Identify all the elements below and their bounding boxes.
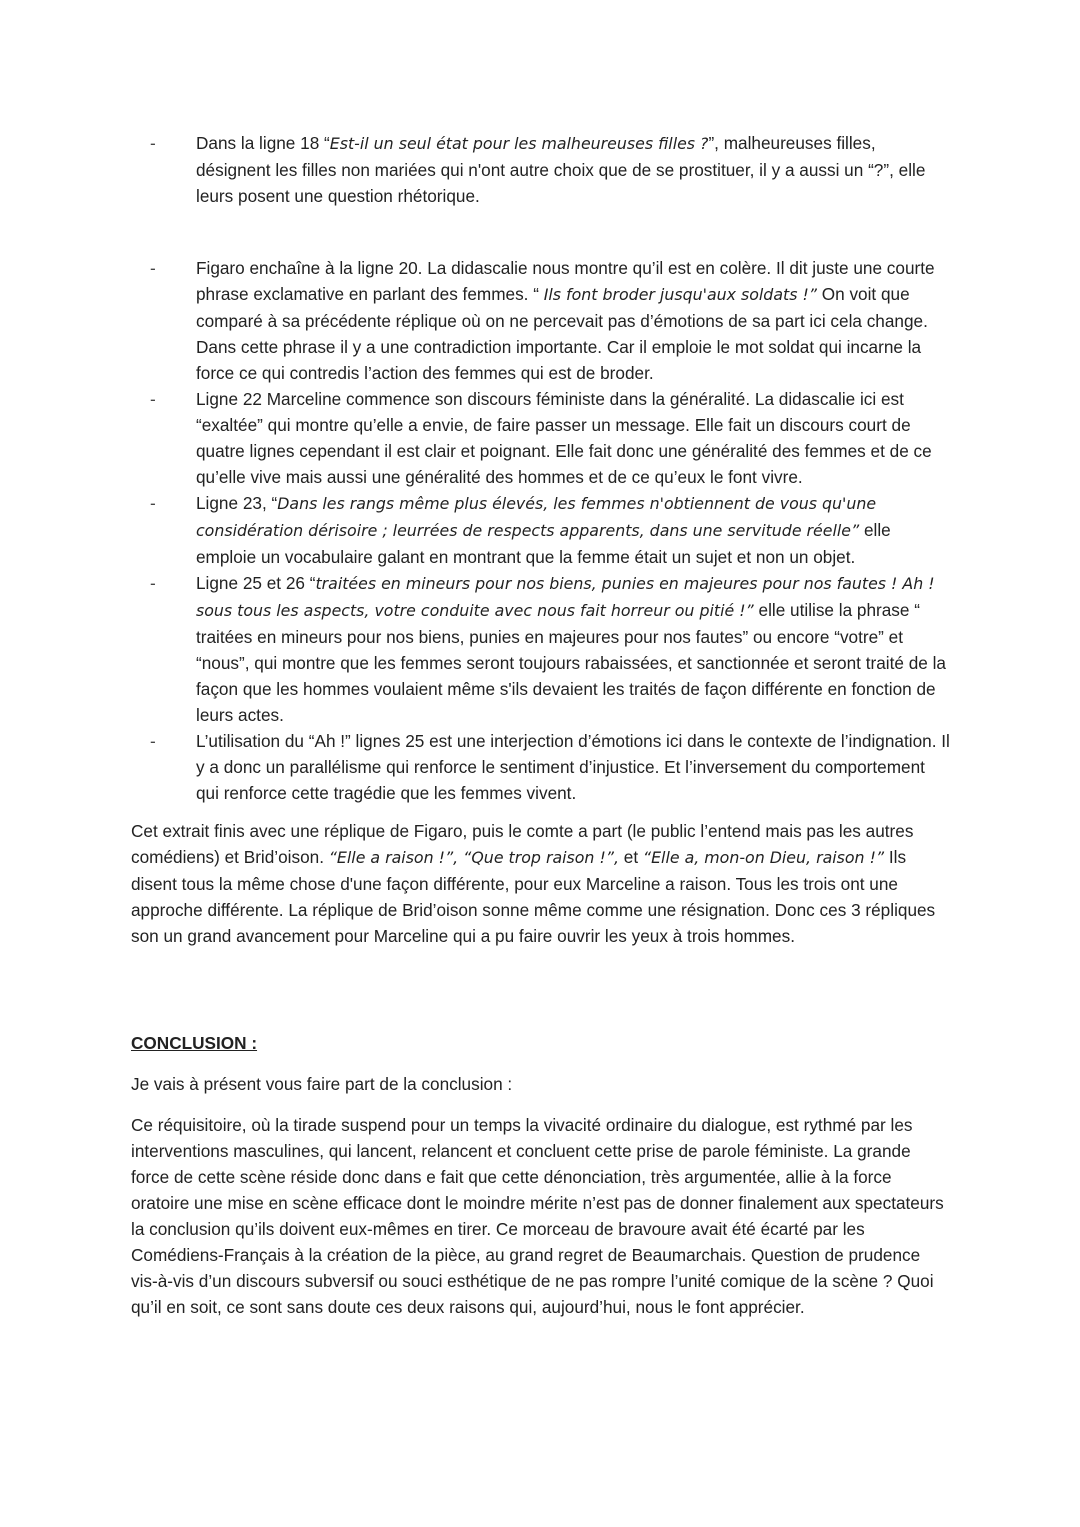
conclusion-intro: Je vais à présent vous faire part de la conclusion : <box>131 1074 513 1094</box>
bullet-dash: - <box>150 133 156 153</box>
text-run: Ligne 22 Marceline commence son discours féministe dans la généralité. La didascalie ici est “exaltée” qui montre qu’elle a envie, de faire passer un message. Elle fait un discours court de quatre lignes cependant il est clair et poignant. Elle fait donc une généralité des femmes et de ce qu’elle vive mais aussi une généralité des hommes et de ce qu’eux le font vivre. <box>196 389 932 487</box>
bullet-dash: - <box>150 258 156 278</box>
analysis-paragraph <box>131 818 951 949</box>
quoted-text: traitées en mineurs pour nos biens, punies en majeures pour nos fautes ! Ah ! sous tous les aspects, votre conduite avec nous fait horreur ou pitié !” <box>196 574 935 620</box>
text-run: elle utilise la phrase “ traitées en mineurs pour nos biens, punies en majeures pour nos fautes” ou encore “votre” et “nous”, qui montre que les femmes seront toujours rabaissées, et sanctionnée et seront traité de la façon que les hommes voulaient même s'ils devaient les traités de façon différente en fonction de leurs actes. <box>196 600 946 725</box>
quoted-text: Dans les rangs même plus élevés, les femmes n'obtiennent de vous qu'une considération dérisoire ; leurrées de respects apparents, dans une servitude réelle” <box>196 494 877 540</box>
bullet-item <box>150 130 950 209</box>
bullet-text <box>196 386 950 490</box>
text-run: et <box>619 847 643 867</box>
bullet-item <box>150 490 950 570</box>
quoted-text: “Elle a raison !”, “Que trop raison !”, <box>328 848 619 867</box>
bullet-list-1 <box>150 130 950 209</box>
text-run: Ligne 23, “ <box>196 493 278 513</box>
conclusion-heading: CONCLUSION : <box>131 1033 258 1053</box>
text-run: L’utilisation du “Ah !” lignes 25 est une interjection d’émotions ici dans le contexte de l’indignation. Il y a donc un parallélisme qui renforce le sentiment d’injustice. Et l’inversement du comportement qui renforce cette tragédie que les femmes vivent. <box>196 731 950 803</box>
text-run: Dans la ligne 18 “ <box>196 133 330 153</box>
text-run: ”, malheureuses filles, désignent les filles non mariées qui n'ont autre choix que de se prostituer, il y a aussi un “?”, elle leurs posent une question rhétorique. <box>196 133 926 206</box>
quoted-text: “Elle a, mon-on Dieu, raison !” <box>642 848 885 867</box>
bullet-text <box>196 570 950 728</box>
quoted-text: Est-il un seul état pour les malheureuses filles ? <box>329 134 709 153</box>
text-run: On voit que comparé à sa précédente réplique où on ne percevait pas d’émotions de sa part ici cela change. Dans cette phrase il y a une contradiction importante. Car il emploie le mot soldat qui incarne la force ce qui contredis l’action des femmes qui est de broder. <box>196 284 928 383</box>
text-run: elle emploie un vocabulaire galant en montrant que la femme était un sujet et non un objet. <box>196 520 891 567</box>
bullet-text <box>196 130 950 209</box>
quoted-text: Ils font broder jusqu'aux soldats !” <box>543 285 817 304</box>
bullet-dash: - <box>150 731 156 751</box>
bullet-text <box>196 490 950 570</box>
bullet-list-2 <box>150 255 950 806</box>
text-run: Figaro enchaîne à la ligne 20. La didascalie nous montre qu’il est en colère. Il dit juste une courte phrase exclamative en parlant des femmes. “ <box>196 258 935 304</box>
conclusion-paragraph: Ce réquisitoire, où la tirade suspend pour un temps la vivacité ordinaire du dialogue, est rythmé par les interventions masculines, qui lancent, relancent et concluent cette prise de parole féministe. La grande force de cette scène réside donc dans e fait que cette dénonciation, très argumentée, allie à la force oratoire une mise en scène efficace dont le moindre mérite n’est pas de donner finalement aux spectateurs la conclusion qu’ils doivent eux-mêmes en tirer. Ce morceau de bravoure avait été écarté par les Comédiens-Français à la création de la pièce, au grand regret de Beaumarchais. Question de prudence vis-à-vis d’un discours subversif ou souci esthétique de ne pas rompre l’unité comique de la scène ? Quoi qu’il en soit, ce sont sans doute ces deux raisons qui, aujourd’hui, nous le font apprécier. <box>131 1115 944 1317</box>
bullet-item <box>150 255 950 386</box>
bullet-text <box>196 255 950 386</box>
text-run: Cet extrait finis avec une réplique de Figaro, puis le comte a part (le public l’entend mais pas les autres comédiens) et Brid’oison. <box>131 821 914 867</box>
bullet-item <box>150 728 950 806</box>
text-run: Ils disent tous la même chose d'une façon différente, pour eux Marceline a raison. Tous les trois ont une approche différente. La réplique de Brid’oison sonne même comme une résignation. Donc ces 3 répliques son un grand avancement pour Marceline qui a pu faire ouvrir les yeux à trois hommes. <box>131 847 936 946</box>
bullet-item <box>150 570 950 728</box>
bullet-dash: - <box>150 573 156 593</box>
bullet-dash: - <box>150 389 156 409</box>
bullet-item <box>150 386 950 490</box>
text-run: Ligne 25 et 26 “ <box>196 573 316 593</box>
bullet-text <box>196 728 950 806</box>
bullet-dash: - <box>150 493 156 513</box>
